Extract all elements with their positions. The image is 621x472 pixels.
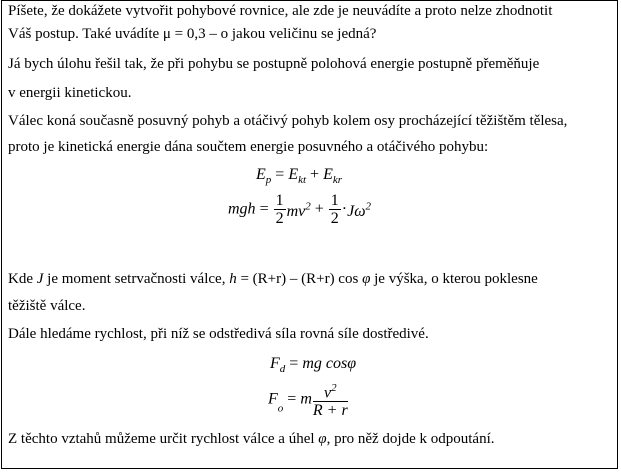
equation-energy-sum: $E_p = E_{kt} + E_{kr}$ bbox=[256, 166, 343, 187]
text-line-7: Kde J je moment setrvačnosti válce, h = (R+r) – (R+r) cos φ je výška, o kterou poklesne bbox=[8, 271, 538, 287]
text-line-5: Válec koná současně posuvný pohyb a otáčivý pohyb kolem osy procházející těžištěm tělesa, bbox=[8, 113, 568, 129]
text-line-2: Váš postup. Také uvádíte μ = 0,3 – o jakou veličinu se jedná? bbox=[8, 26, 377, 42]
equation-energy-balance: mgh = $\frac{1}{2}$ $mv^2$ + $\frac{1}{2}$ $\cdot J\omega^2$ bbox=[228, 192, 372, 227]
text-line-10: Z těchto vztahů můžeme určit rychlost válce a úhel φ, pro něž dojde k odpoutání. bbox=[8, 431, 495, 447]
text-line-4: v energii kinetickou. bbox=[8, 85, 132, 101]
text-line-3: Já bych úlohu řešil tak, že při pohybu se postupně polohová energie postupně přeměňuje bbox=[8, 56, 540, 72]
equation-centripetal-force: $F_o = m$ $\frac{v^2}{R + r}$ bbox=[268, 382, 348, 420]
equation-centrifugal-force: $F_d$ = mg cosφ bbox=[270, 355, 357, 376]
text-line-9: Dále hledáme rychlost, při níž se odstředivá síla rovná síle dostředivé. bbox=[8, 326, 429, 342]
text-line-1: Píšete, že dokážete vytvořit pohybové rovnice, ale zde je neuvádíte a proto nelze zhodnotit bbox=[8, 3, 553, 19]
text-line-6: proto je kinetická energie dána součtem energie posuvného a otáčivého pohybu: bbox=[8, 139, 489, 155]
text-line-8: těžiště válce. bbox=[8, 298, 86, 314]
